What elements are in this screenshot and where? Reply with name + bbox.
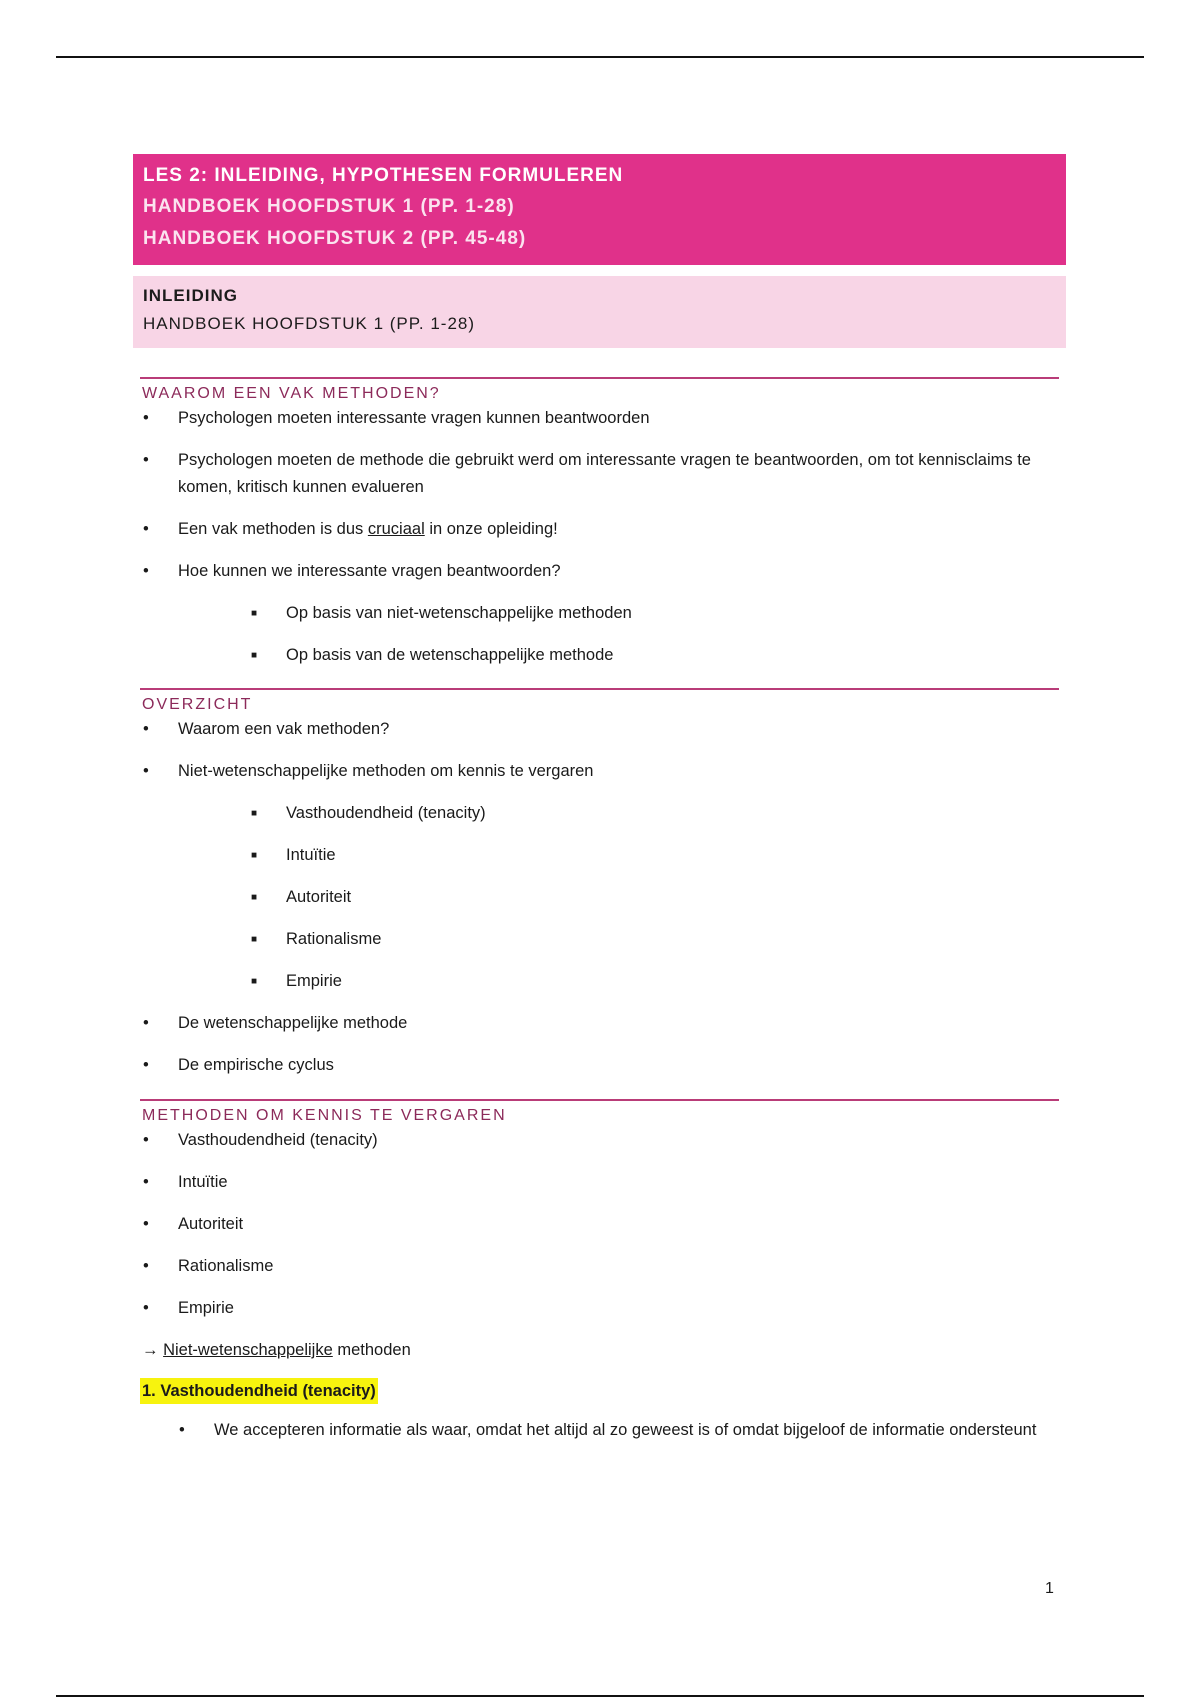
bullet-list — [140, 1127, 1059, 1322]
list-item: • Waarom een vak methoden? — [140, 716, 1059, 743]
list-item: • Empirie — [140, 1295, 1059, 1322]
bullet-list — [140, 716, 1059, 1079]
list-item: • Psychologen moeten de methode die gebruikt werd om interessante vragen te beantwoorden, om tot kennisclaims te komen, kritisch kunnen evalueren — [140, 447, 1059, 501]
highlighted-subheading: 1. Vasthoudendheid (tenacity) — [140, 1378, 378, 1404]
underlined-text: Niet-wetenschappelijke — [163, 1341, 333, 1359]
chapter-reference: HANDBOEK HOOFDSTUK 1 (PP. 1-28) — [143, 314, 476, 333]
bottom-rule — [56, 1695, 1144, 1697]
list-item: • Autoriteit — [140, 1211, 1059, 1238]
arrow-icon: → — [142, 1341, 159, 1359]
subheading-wrap — [140, 1378, 1059, 1404]
list-item — [140, 516, 1059, 543]
sub-list-item: ■ Empirie — [140, 968, 1059, 995]
lesson-reference-1: HANDBOEK HOOFDSTUK 1 (PP. 1-28) — [143, 196, 515, 217]
section-heading: OVERZICHT — [140, 688, 1059, 716]
chapter-title: INLEIDING — [143, 286, 238, 305]
text: methoden — [332, 1341, 411, 1359]
sub-list-item: ■ Op basis van niet-wetenschappelijke methoden — [140, 600, 1059, 627]
page-number: 1 — [1045, 1580, 1054, 1597]
sub-list-item: ■ Rationalisme — [140, 926, 1059, 953]
section-heading: METHODEN OM KENNIS TE VERGAREN — [140, 1099, 1059, 1127]
list-item: • Intuïtie — [140, 1169, 1059, 1196]
text: Een vak methoden is dus — [178, 520, 368, 538]
list-item: • We accepteren informatie als waar, omdat het altijd al zo geweest is of omdat bijgeloof de informatie ondersteunt — [140, 1417, 1059, 1444]
list-item: • Vasthoudendheid (tenacity) — [140, 1127, 1059, 1154]
section-methoden — [140, 1099, 1059, 1444]
bullet-list — [140, 1417, 1059, 1444]
section-waarom — [140, 377, 1059, 669]
sub-list-item: ■ Op basis van de wetenschappelijke methode — [140, 642, 1059, 669]
list-item: • De empirische cyclus — [140, 1052, 1059, 1079]
bullet-list — [140, 405, 1059, 669]
lesson-title: LES 2: INLEIDING, HYPOTHESEN FORMULEREN — [143, 165, 624, 186]
document-body — [133, 154, 1066, 1444]
list-item: • Psychologen moeten interessante vragen kunnen beantwoorden — [140, 405, 1059, 432]
list-item: • Rationalisme — [140, 1253, 1059, 1280]
lesson-title-block — [133, 154, 1066, 265]
lesson-reference-2: HANDBOEK HOOFDSTUK 2 (PP. 45-48) — [143, 228, 527, 249]
section-overzicht — [140, 688, 1059, 1079]
arrow-line — [140, 1337, 1059, 1364]
underlined-text: cruciaal — [367, 520, 425, 538]
sub-list-item: ■ Vasthoudendheid (tenacity) — [140, 800, 1059, 827]
list-item: • De wetenschappelijke methode — [140, 1010, 1059, 1037]
sub-list-item: ■ Autoriteit — [140, 884, 1059, 911]
top-rule — [56, 56, 1144, 58]
section-heading: WAAROM EEN VAK METHODEN? — [140, 377, 1059, 405]
chapter-block — [133, 276, 1066, 348]
list-item: • Niet-wetenschappelijke methoden om kennis te vergaren — [140, 758, 1059, 785]
text: in onze opleiding! — [424, 520, 558, 538]
sub-list-item: ■ Intuïtie — [140, 842, 1059, 869]
list-item: • Hoe kunnen we interessante vragen beantwoorden? — [140, 558, 1059, 585]
